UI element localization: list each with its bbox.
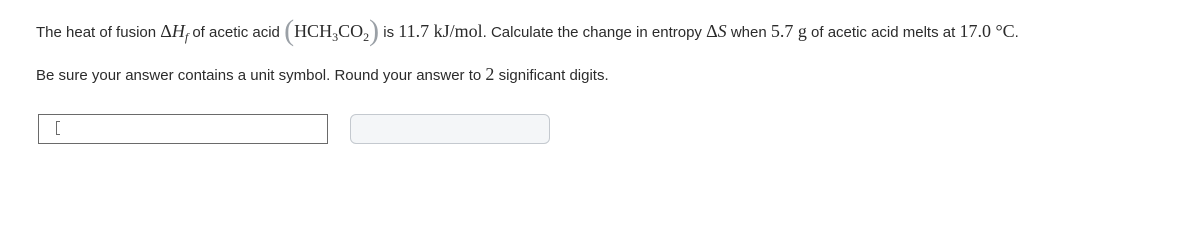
question-part2: of acetic acid: [188, 24, 285, 41]
heat-of-fusion-value: 11.7 kJ/mol: [398, 21, 483, 41]
question-part6: of acetic acid melts at: [806, 24, 960, 41]
answer-tools-panel[interactable]: [350, 114, 550, 144]
question-text: [36, 8, 1196, 48]
instructions-text: [36, 62, 609, 88]
formula-part-a: HCH: [294, 21, 333, 41]
question-part7: .: [1014, 24, 1019, 41]
fusion-subscript: f: [184, 30, 189, 44]
question-part3: is: [379, 24, 399, 41]
temperature-value: 17.0 °C: [959, 21, 1015, 41]
significant-digits-count: 2: [485, 64, 495, 84]
formula-paren-open: (: [284, 14, 295, 47]
question-part4: . Calculate the change in entropy: [482, 24, 707, 41]
instructions-part2: significant digits.: [494, 67, 609, 84]
input-placeholder-icon: [56, 121, 60, 135]
instructions-part1: Be sure your answer contains a unit symbol. Round your answer to: [36, 67, 486, 84]
delta-symbol: Δ: [160, 21, 172, 41]
delta-symbol-2: Δ: [706, 21, 718, 41]
enthalpy-symbol: H: [171, 21, 185, 41]
question-part5: when: [726, 24, 771, 41]
formula-paren-close: ): [369, 14, 380, 47]
question-part1: The heat of fusion: [36, 24, 161, 41]
formula-subscript-3: 3: [332, 30, 339, 44]
formula-subscript-2: 2: [363, 30, 370, 44]
answer-input[interactable]: [38, 114, 328, 144]
mass-value: 5.7 g: [770, 21, 807, 41]
formula-part-b: CO: [338, 21, 364, 41]
entropy-symbol: S: [717, 21, 727, 41]
